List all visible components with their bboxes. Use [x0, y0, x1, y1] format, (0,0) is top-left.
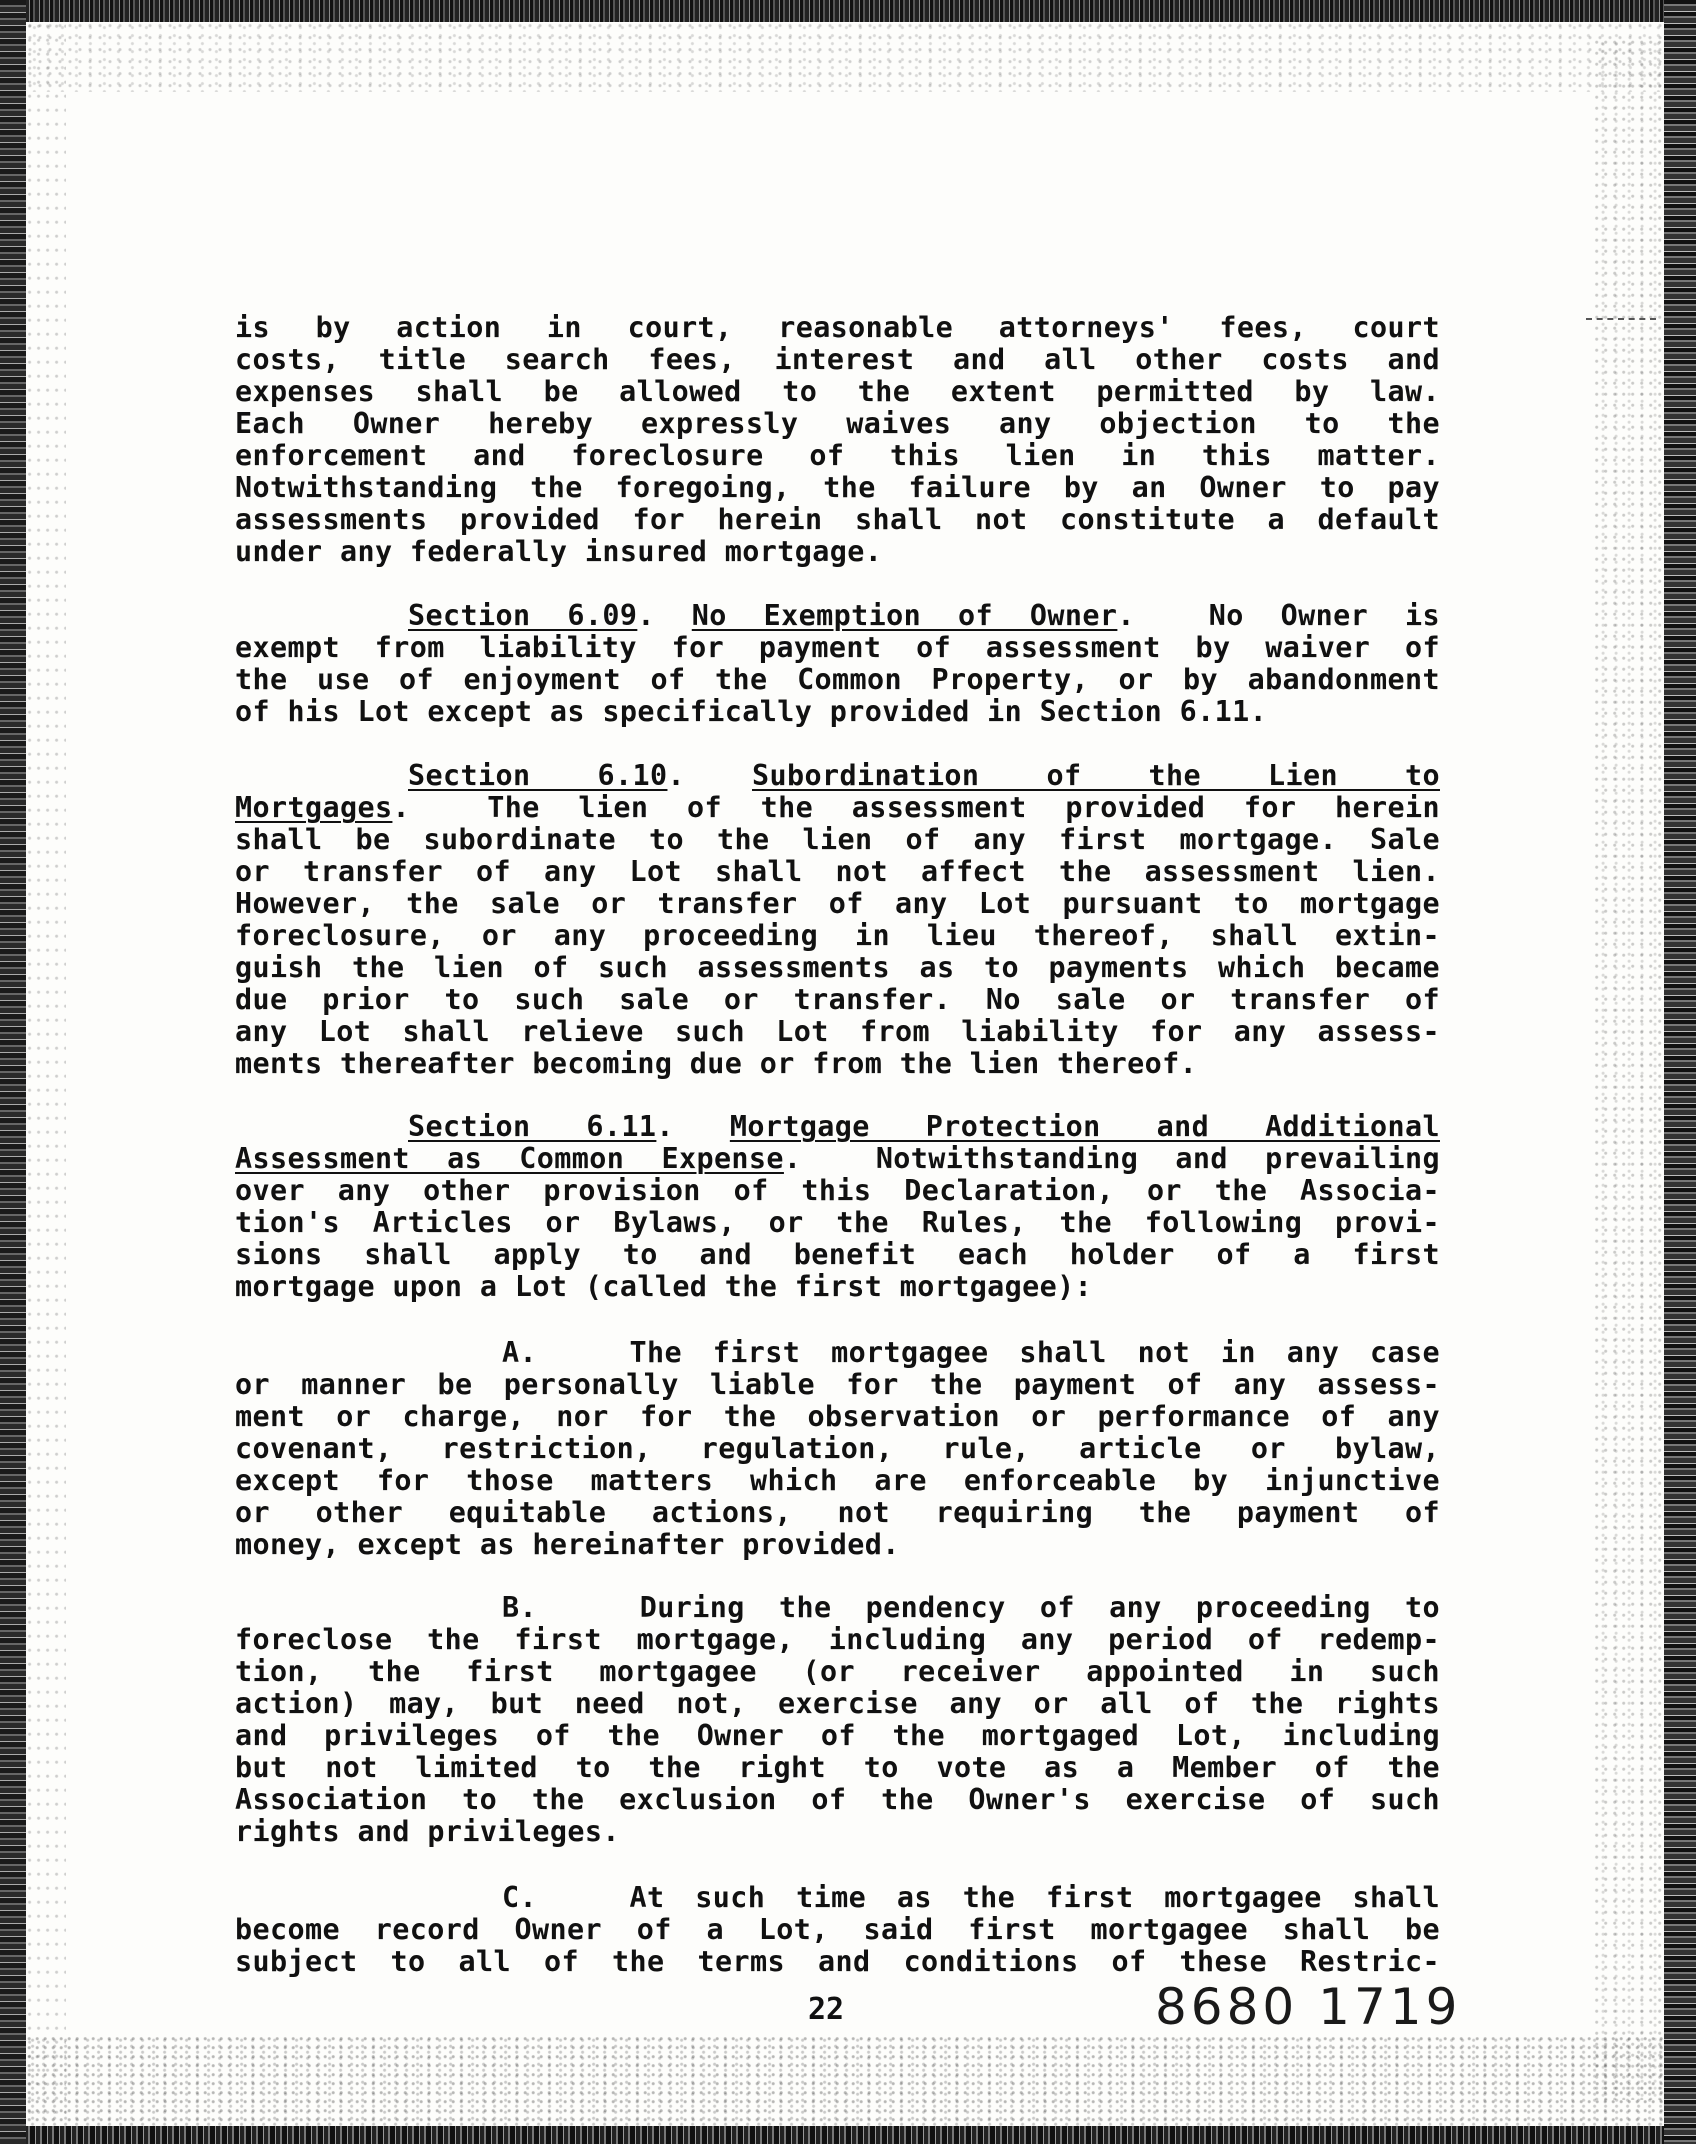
scan-edge-left [0, 0, 26, 2144]
section-heading-line: Section 6.11. Mortgage Protection and Additional [408, 1110, 1440, 1143]
text-line: become record Owner of a Lot, said first mortgagee shall be [235, 1913, 1440, 1946]
section-heading-line: Section 6.09. No Exemption of Owner. No Owner is [408, 599, 1440, 632]
section-title: No Exemption of Owner [691, 599, 1118, 632]
text-run: No Owner is [1208, 599, 1440, 632]
text-line: However, the sale or transfer of any Lot pursuant to mortgage [235, 887, 1440, 920]
text-line: Association to the exclusion of the Owner's exercise of such [235, 1783, 1440, 1816]
section-number: Section 6.10 [408, 759, 668, 792]
margin-mark [1586, 318, 1656, 322]
text-line: exempt from liability for payment of assessment by waiver of [235, 631, 1440, 664]
text-line: or transfer of any Lot shall not affect the assessment lien. [235, 855, 1440, 888]
scan-edge-top [0, 0, 1696, 22]
section-title-cont: Mortgages [235, 791, 393, 824]
section-title: Subordination of the Lien to [752, 759, 1440, 792]
text-line: is by action in court, reasonable attorneys' fees, court [235, 311, 1440, 344]
text-line: action) may, but need not, exercise any or all of the rights [235, 1687, 1440, 1720]
scan-edge-bottom [0, 2126, 1696, 2144]
text-line: covenant, restriction, regulation, rule, article or bylaw, [235, 1432, 1440, 1465]
item-first-line [235, 1592, 1440, 1624]
section-heading-line-2: Mortgages. The lien of the assessment provided for herein [235, 791, 1440, 824]
recording-stamp-number: 8680 1719 [1155, 1978, 1462, 2036]
text-line: and privileges of the Owner of the mortgaged Lot, including [235, 1719, 1440, 1752]
item-a [235, 1337, 1440, 1561]
section-heading-line-2: Assessment as Common Expense. Notwithstanding and prevailing [235, 1142, 1441, 1175]
section-number: Section 6.09 [408, 599, 638, 632]
text-line: enforcement and foreclosure of this lien in this matter. [235, 439, 1440, 472]
text-line: assessments provided for herein shall not constitute a default [235, 503, 1440, 536]
item-label: A. [502, 1336, 537, 1369]
section-heading-line: Section 6.10. Subordination of the Lien to [408, 759, 1440, 792]
text-line: costs, title search fees, interest and all other costs and [235, 343, 1440, 376]
section-title: Mortgage Protection and Additional [729, 1110, 1440, 1143]
text-line: Notwithstanding the foregoing, the failure by an Owner to pay [235, 471, 1440, 504]
text-line: tion, the first mortgagee (or receiver appointed in such [235, 1655, 1440, 1688]
text-run: During the pendency of any proceeding to [639, 1591, 1440, 1624]
text-line: any Lot shall relieve such Lot from liability for any assess- [235, 1015, 1440, 1048]
scan-noise-right [1594, 40, 1664, 2100]
text-run: The lien of the assessment provided for herein [487, 791, 1440, 824]
text-line: or other equitable actions, not requiring the payment of [235, 1496, 1440, 1529]
section-number: Section 6.11 [408, 1110, 657, 1143]
item-first-line [235, 1882, 1440, 1914]
scan-noise-top [26, 22, 1664, 92]
text-line: sions shall apply to and benefit each holder of a first [235, 1238, 1440, 1271]
text-line: guish the lien of such assessments as to payments which became [235, 951, 1440, 984]
section-6-09 [235, 600, 1440, 728]
text-line: the use of enjoyment of the Common Property, or by abandonment [235, 663, 1440, 696]
item-c [235, 1882, 1440, 1978]
text-line: foreclosure, or any proceeding in lieu thereof, shall extin- [235, 919, 1440, 952]
text-line: or manner be personally liable for the payment of any assess- [235, 1368, 1440, 1401]
text-line: subject to all of the terms and conditions of these Restric- [235, 1945, 1440, 1978]
text-line: but not limited to the right to vote as a Member of the [235, 1751, 1440, 1784]
scan-noise-bottom [26, 2036, 1664, 2126]
item-first-line [235, 1337, 1440, 1369]
text-line: mortgage upon a Lot (called the first mortgagee): [235, 1270, 1093, 1303]
section-6-10 [235, 760, 1440, 1080]
text-line: tion's Articles or Bylaws, or the Rules, the following provi- [235, 1206, 1440, 1239]
text-line: under any federally insured mortgage. [235, 535, 883, 568]
text-line: except for those matters which are enforceable by injunctive [235, 1464, 1440, 1497]
text-run: At such time as the first mortgagee shall [629, 1881, 1440, 1914]
text-line: of his Lot except as specifically provided in Section 6.11. [235, 695, 1268, 728]
item-label: B. [502, 1591, 537, 1624]
text-line: Each Owner hereby expressly waives any objection to the [235, 407, 1440, 440]
page-number: 22 [808, 1992, 845, 2027]
text-run: The first mortgagee shall not in any case [629, 1336, 1440, 1369]
text-line: expenses shall be allowed to the extent permitted by law. [235, 375, 1440, 408]
item-b [235, 1592, 1440, 1848]
text-line: due prior to such sale or transfer. No sale or transfer of [235, 983, 1440, 1016]
scan-edge-right [1664, 0, 1696, 2144]
text-line: rights and privileges. [235, 1815, 620, 1848]
text-line: foreclose the first mortgage, including any period of redemp- [235, 1623, 1440, 1656]
section-6-11 [235, 1111, 1440, 1303]
text-line: ments thereafter becoming due or from the lien thereof. [235, 1047, 1198, 1080]
text-line: money, except as hereinafter provided. [235, 1528, 900, 1561]
text-line: over any other provision of this Declaration, or the Associa- [235, 1174, 1440, 1207]
text-line: ment or charge, nor for the observation or performance of any [235, 1400, 1440, 1433]
text-line: shall be subordinate to the lien of any first mortgage. Sale [235, 823, 1440, 856]
text-run: Notwithstanding and prevailing [875, 1142, 1441, 1175]
section-title-cont: Assessment as Common Expense [235, 1142, 784, 1175]
paragraph-continuation [235, 312, 1440, 568]
item-label: C. [502, 1881, 537, 1914]
scan-noise-left [26, 22, 66, 2122]
